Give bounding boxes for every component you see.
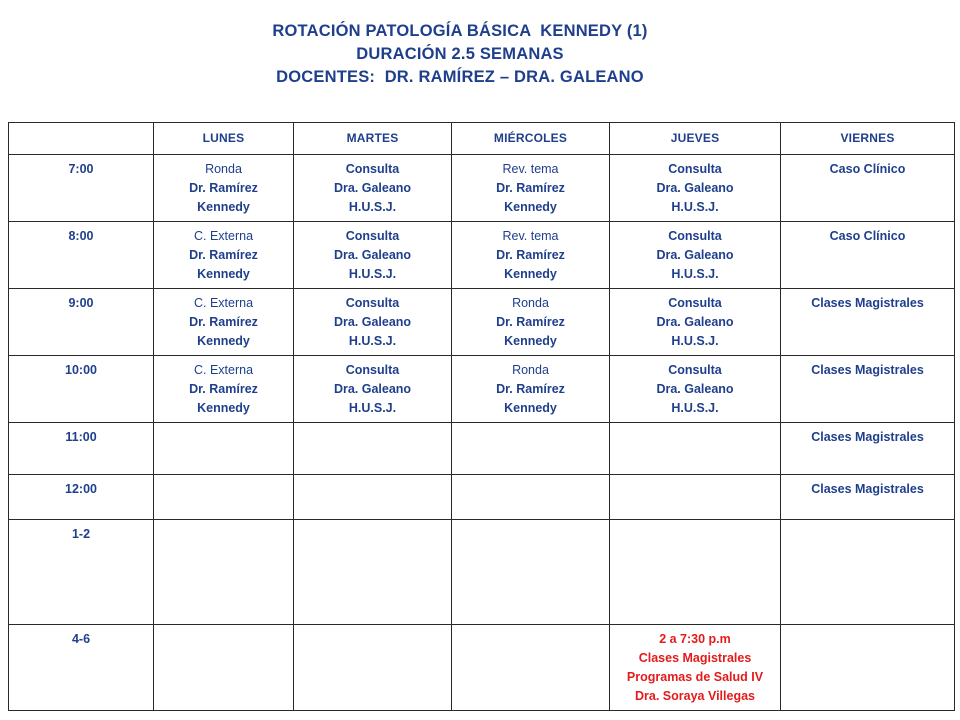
table-row xyxy=(9,222,955,289)
cell-jueves xyxy=(610,475,781,520)
cell-jueves xyxy=(610,520,781,625)
cell-martes: Consulta Dra. Galeano H.U.S.J. xyxy=(294,289,452,356)
header-row xyxy=(9,123,955,155)
cell-miercoles xyxy=(452,520,610,625)
header-jueves: JUEVES xyxy=(610,123,781,155)
header-time xyxy=(9,123,154,155)
title-teachers: DOCENTES: DR. RAMÍREZ – DRA. GALEANO xyxy=(276,68,644,86)
table-row xyxy=(9,289,955,356)
cell-jueves: 2 a 7:30 p.m Clases Magistrales Programas de Salud IV Dra. Soraya Villegas xyxy=(610,625,781,711)
time-cell: 12:00 xyxy=(9,475,154,520)
time-cell: 7:00 xyxy=(9,155,154,222)
header-lunes: LUNES xyxy=(154,123,294,155)
cell-viernes: Caso Clínico xyxy=(781,155,955,222)
cell-miercoles: Rev. tema Dr. Ramírez Kennedy xyxy=(452,155,610,222)
cell-lunes xyxy=(154,475,294,520)
cell-martes: Consulta Dra. Galeano H.U.S.J. xyxy=(294,222,452,289)
cell-lunes xyxy=(154,520,294,625)
table-row xyxy=(9,423,955,475)
cell-martes xyxy=(294,423,452,475)
cell-jueves: Consulta Dra. Galeano H.U.S.J. xyxy=(610,289,781,356)
cell-lunes xyxy=(154,625,294,711)
cell-viernes xyxy=(781,625,955,711)
cell-lunes xyxy=(154,423,294,475)
cell-viernes: Clases Magistrales xyxy=(781,356,955,423)
time-cell: 10:00 xyxy=(9,356,154,423)
title-rotation: ROTACIÓN PATOLOGÍA BÁSICA KENNEDY (1) xyxy=(272,22,648,40)
cell-miercoles xyxy=(452,475,610,520)
cell-jueves: Consulta Dra. Galeano H.U.S.J. xyxy=(610,155,781,222)
cell-viernes xyxy=(781,520,955,625)
table-row xyxy=(9,356,955,423)
header-martes: MARTES xyxy=(294,123,452,155)
cell-viernes: Clases Magistrales xyxy=(781,423,955,475)
cell-lunes: C. Externa Dr. Ramírez Kennedy xyxy=(154,356,294,423)
time-cell: 8:00 xyxy=(9,222,154,289)
cell-martes xyxy=(294,475,452,520)
time-cell: 9:00 xyxy=(9,289,154,356)
schedule-table xyxy=(8,122,955,711)
cell-jueves: Consulta Dra. Galeano H.U.S.J. xyxy=(610,356,781,423)
cell-miercoles: Ronda Dr. Ramírez Kennedy xyxy=(452,289,610,356)
cell-martes xyxy=(294,520,452,625)
header-miercoles: MIÉRCOLES xyxy=(452,123,610,155)
cell-miercoles: Rev. tema Dr. Ramírez Kennedy xyxy=(452,222,610,289)
cell-viernes: Caso Clínico xyxy=(781,222,955,289)
cell-miercoles: Ronda Dr. Ramírez Kennedy xyxy=(452,356,610,423)
table-row xyxy=(9,520,955,625)
cell-lunes: Ronda Dr. Ramírez Kennedy xyxy=(154,155,294,222)
cell-martes xyxy=(294,625,452,711)
cell-viernes: Clases Magistrales xyxy=(781,475,955,520)
title-duration: DURACIÓN 2.5 SEMANAS xyxy=(356,45,564,63)
table-row xyxy=(9,475,955,520)
cell-viernes: Clases Magistrales xyxy=(781,289,955,356)
cell-jueves xyxy=(610,423,781,475)
cell-jueves: Consulta Dra. Galeano H.U.S.J. xyxy=(610,222,781,289)
time-cell: 1-2 xyxy=(9,520,154,625)
table-row xyxy=(9,155,955,222)
cell-miercoles xyxy=(452,625,610,711)
cell-lunes: C. Externa Dr. Ramírez Kennedy xyxy=(154,222,294,289)
header-viernes: VIERNES xyxy=(781,123,955,155)
cell-martes: Consulta Dra. Galeano H.U.S.J. xyxy=(294,356,452,423)
title-block xyxy=(0,20,920,89)
cell-martes: Consulta Dra. Galeano H.U.S.J. xyxy=(294,155,452,222)
time-cell: 4-6 xyxy=(9,625,154,711)
time-cell: 11:00 xyxy=(9,423,154,475)
table-row xyxy=(9,625,955,711)
cell-miercoles xyxy=(452,423,610,475)
cell-lunes: C. Externa Dr. Ramírez Kennedy xyxy=(154,289,294,356)
